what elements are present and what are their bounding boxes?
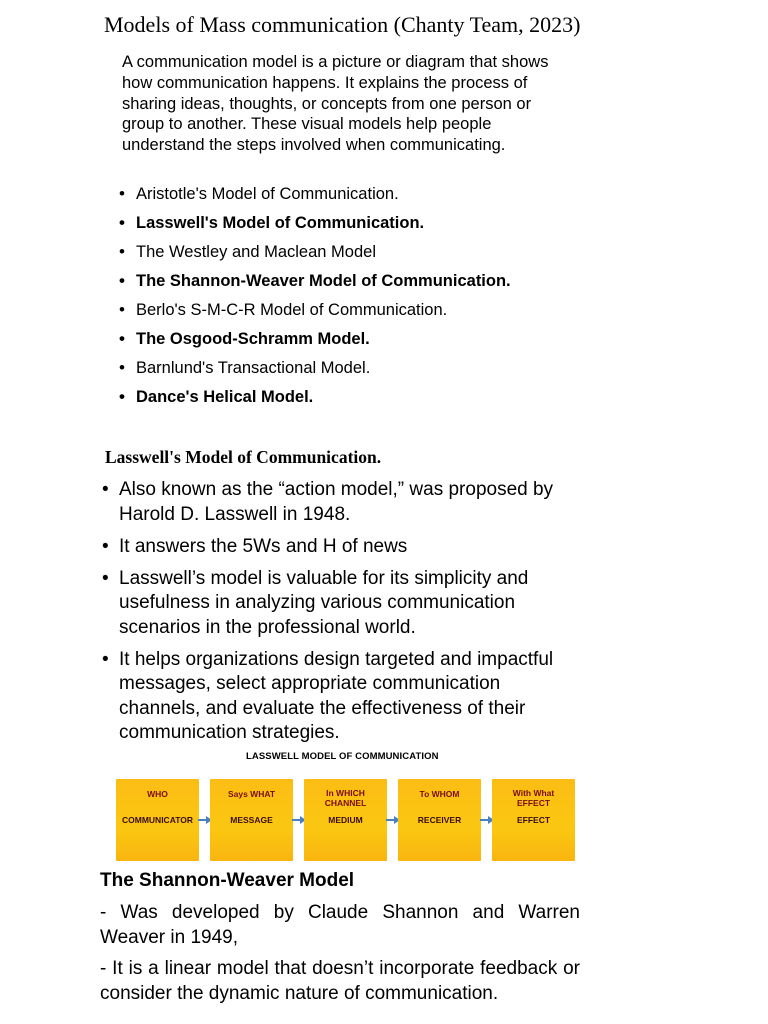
box-label-bottom: COMMUNICATOR <box>122 815 193 825</box>
box-label-top: Says WHAT <box>227 789 276 799</box>
shannon-paragraph: - Was developed by Claude Shannon and Warren Weaver in 1949, <box>100 902 580 948</box>
diagram-box-effect <box>492 779 575 861</box>
box-label-top: With What EFFECT <box>512 788 555 808</box>
lasswell-heading: Lasswell's Model of Communication. <box>105 447 382 467</box>
lasswell-points <box>102 478 582 753</box>
box-label-bottom: MESSAGE <box>230 815 273 825</box>
shannon-heading: The Shannon-Weaver Model <box>100 870 355 891</box>
list-item: • Barnlund's Transactional Model. <box>118 356 578 385</box>
list-item: • Lasswell's Model of Communication. <box>118 211 578 240</box>
list-item: • It helps organizations design targeted and impactful messages, select appropriate communication channels, and evaluate the effectiveness of their communication strategies. <box>102 648 582 746</box>
list-item: • Aristotle's Model of Communication. <box>118 182 578 211</box>
diagram-box-channel <box>304 779 387 861</box>
box-label-top: In WHICH CHANNEL <box>324 788 367 808</box>
box-label-top: WHO <box>147 789 168 799</box>
list-item: • The Shannon-Weaver Model of Communication. <box>118 269 578 298</box>
box-label-top: To WHOM <box>419 789 460 799</box>
list-item: • It answers the 5Ws and H of news <box>102 535 582 560</box>
list-item: • The Westley and Maclean Model <box>118 240 578 269</box>
diagram-box-what <box>210 779 293 861</box>
shannon-paragraph: - It is a linear model that doesn’t incorporate feedback or consider the dynamic nature of communication. <box>100 958 580 1004</box>
intro-paragraph: A communication model is a picture or diagram that shows how communication happens. It explains the process of sharing ideas, thoughts, or concepts from one person or group to another. These visual models help people understand the steps involved when communicating. <box>122 53 549 155</box>
page-title: Models of Mass communication (Chanty Team, 2023) <box>104 12 581 37</box>
list-item: • The Osgood-Schramm Model. <box>118 327 578 356</box>
list-item: • Berlo's S-M-C-R Model of Communication. <box>118 298 578 327</box>
list-item: • Also known as the “action model,” was proposed by Harold D. Lasswell in 1948. <box>102 478 582 527</box>
box-label-bottom: MEDIUM <box>328 815 363 825</box>
box-label-bottom: EFFECT <box>516 815 551 825</box>
list-item: • Lasswell’s model is valuable for its simplicity and usefulness in analyzing various communication scenarios in the professional world. <box>102 567 582 641</box>
list-item: • Dance's Helical Model. <box>118 385 578 414</box>
diagram-box-who <box>116 779 199 861</box>
diagram-box-whom <box>398 779 481 861</box>
models-list <box>118 182 578 414</box>
diagram-title: LASSWELL MODEL OF COMMUNICATION <box>246 751 439 762</box>
box-label-bottom: RECEIVER <box>417 815 462 825</box>
